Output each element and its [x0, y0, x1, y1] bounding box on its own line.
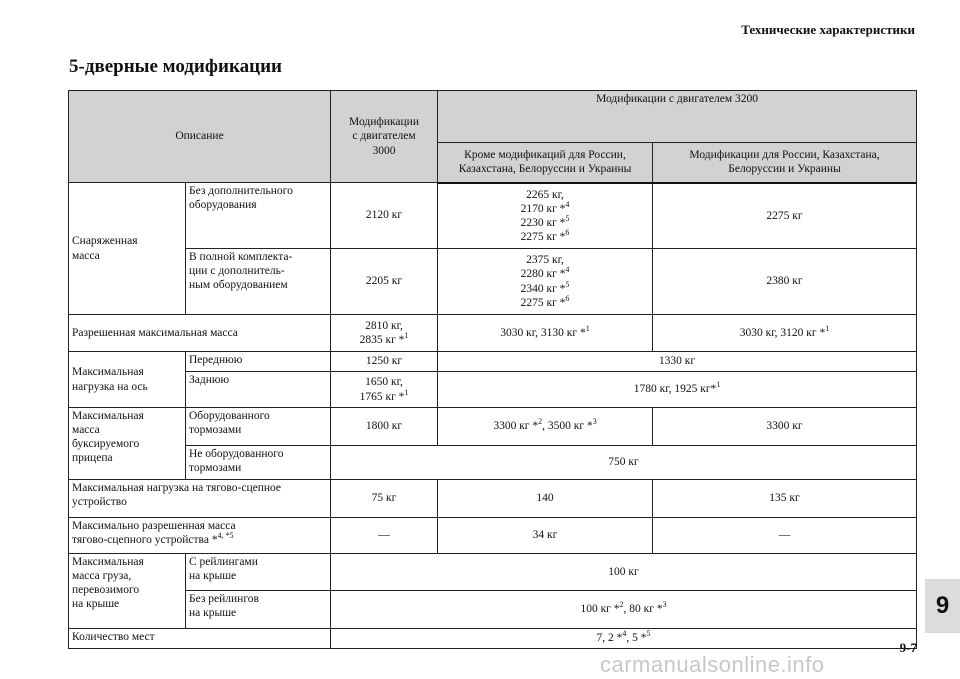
cell-value: 135 кг	[653, 480, 917, 518]
footnote-ref: 6	[565, 227, 570, 237]
value-line	[334, 333, 434, 347]
label-line: тормозами	[189, 462, 242, 475]
value-text: 2230 кг *	[520, 216, 566, 229]
footnote-ref: 1	[404, 387, 409, 397]
label-line: Максимальная нагрузка на тягово-сцепное	[72, 482, 282, 494]
header-mod-3000-line: Модификации	[349, 116, 419, 129]
table-row	[69, 629, 917, 649]
value-text: 2835 кг *	[359, 334, 405, 346]
roof-load-label	[69, 554, 186, 629]
cell-value: 34 кг	[438, 518, 653, 554]
cell-value	[331, 591, 917, 629]
curb-base-label	[186, 183, 331, 249]
label-line: тормозами	[189, 424, 242, 437]
table-header-row	[69, 91, 917, 143]
cell-value: 1800 кг	[331, 408, 438, 446]
cell-value: —	[653, 518, 917, 554]
footnote-ref: 5	[565, 213, 570, 223]
footnote-ref: 4	[565, 265, 570, 275]
curb-full-label	[186, 249, 331, 315]
cell-value	[331, 629, 917, 649]
header-mod-3200: Модификации с двигателем 3200	[438, 91, 917, 143]
value-text: 100 кг *	[580, 603, 620, 616]
footnote-ref: 2	[538, 417, 543, 427]
value-line	[334, 387, 434, 404]
footnote-ref: 4	[565, 199, 570, 209]
label-line: на крыше	[72, 598, 120, 611]
table-row	[69, 352, 917, 372]
value-text: 3300 кг *	[493, 420, 539, 433]
value-text: , 5 *	[626, 632, 647, 645]
roof-with-rails-label	[186, 554, 331, 591]
curb-mass-label-line: масса	[72, 249, 100, 262]
label-line: Без рейлингов	[189, 593, 259, 605]
value-line	[441, 293, 649, 310]
label-line: Не оборудованного	[189, 448, 284, 460]
cell-value	[438, 249, 653, 315]
axle-rear-label: Заднюю	[186, 372, 331, 408]
towing-label	[69, 408, 186, 480]
cell-value: 140	[438, 480, 653, 518]
cell-value: 100 кг	[331, 554, 917, 591]
cell-value: 2120 кг	[331, 183, 438, 249]
value-text: 2170 кг *	[520, 202, 566, 215]
value-line	[441, 267, 649, 281]
value-line: 2810 кг,	[365, 319, 403, 332]
towing-unbraked-label	[186, 446, 331, 480]
cell-value: 75 кг	[331, 480, 438, 518]
table-row	[69, 446, 917, 480]
hitch-mass-label	[69, 518, 331, 554]
header-russia	[653, 143, 917, 183]
footnote-ref: 1	[716, 380, 721, 390]
label-line: Максимально разрешенная масса	[72, 520, 236, 532]
header-mod-3000-line: 3000	[372, 144, 396, 157]
label-line: С рейлингами	[189, 556, 258, 568]
cell-value: 750 кг	[331, 446, 917, 480]
watermark: carmanualsonline.info	[600, 652, 825, 677]
table-row	[69, 591, 917, 629]
value-line: 2375 кг,	[526, 254, 564, 267]
value-line: 2265 кг,	[526, 188, 564, 201]
header-russia-line: Модификации для России, Казахстана,	[689, 149, 880, 162]
label-line: на крыше	[189, 570, 237, 583]
value-text: , 3500 кг *	[542, 420, 593, 433]
label-line: ным оборудованием	[189, 279, 288, 292]
value-line	[441, 279, 649, 296]
header-description: Описание	[69, 91, 331, 183]
label-line: Максимальная	[72, 410, 144, 422]
footnote-ref: 3	[662, 600, 667, 610]
table-row	[69, 518, 917, 554]
axle-load-label	[69, 352, 186, 408]
value-text: 2275 кг *	[520, 296, 566, 309]
label-line	[72, 533, 327, 547]
table-row	[69, 480, 917, 518]
footnote-ref: 2	[619, 600, 624, 610]
header-except-russia-line: Кроме модификаций для России,	[464, 149, 626, 162]
value-text: 7, 2 *	[596, 632, 623, 645]
footnote-ref: 4	[622, 629, 627, 639]
label-line: Максимальная	[72, 556, 144, 568]
cell-value	[438, 372, 917, 408]
header-russia-line: Белоруссии и Украины	[728, 163, 841, 176]
header-mod-3000	[331, 91, 438, 183]
value-text: 2280 кг *	[520, 268, 566, 281]
cell-value: 2380 кг	[653, 249, 917, 315]
table-row	[69, 372, 917, 408]
cell-value	[438, 315, 653, 352]
towing-braked-label	[186, 408, 331, 446]
page-title: 5-дверные модификации	[69, 56, 282, 77]
label-line: масса груза,	[72, 570, 132, 583]
value-text: 1765 кг *	[359, 390, 405, 403]
cell-value	[331, 372, 438, 408]
label-line: В полной комплекта-	[189, 251, 293, 263]
label-line: масса	[72, 424, 100, 437]
value-text: , 80 кг *	[623, 603, 663, 616]
cell-value	[331, 315, 438, 352]
label-line: Максимальная	[72, 366, 144, 379]
gvw-label: Разрешенная максимальная масса	[69, 315, 331, 352]
label-line: Без дополнительного	[189, 185, 293, 197]
footnote-ref: 5	[565, 279, 570, 289]
table-row	[69, 183, 917, 249]
table-row	[69, 315, 917, 352]
curb-mass-label-line: Снаряженная	[72, 235, 138, 248]
value-line	[441, 213, 649, 230]
hitch-load-label	[69, 480, 331, 518]
axle-front-label: Переднюю	[186, 352, 331, 372]
page-number: 9-7	[899, 640, 917, 655]
cell-value	[653, 315, 917, 352]
label-line: ции с дополнитель-	[189, 265, 285, 278]
cell-value: 3300 кг	[653, 408, 917, 446]
seats-label: Количество мест	[69, 629, 331, 649]
value-line: 1650 кг,	[365, 376, 403, 389]
label-text: тягово-сцепного устройства *	[72, 534, 218, 547]
value-line	[441, 199, 649, 216]
value-text: 2340 кг *	[520, 282, 566, 295]
value-text: 1780 кг, 1925 кг*	[633, 383, 717, 396]
section-header: Технические характеристики	[741, 22, 915, 37]
cell-value: 1330 кг	[438, 352, 917, 372]
footnote-ref: 6	[565, 293, 570, 303]
table-row	[69, 249, 917, 315]
cell-value: 1250 кг	[331, 352, 438, 372]
value-text: 2275 кг *	[520, 230, 566, 243]
chapter-tab: 9	[925, 579, 960, 633]
cell-value: 2275 кг	[653, 183, 917, 249]
header-except-russia-line: Казахстана, Белоруссии и Украины	[458, 163, 632, 176]
roof-without-rails-label	[186, 591, 331, 629]
label-line: устройство	[72, 496, 127, 509]
cell-value	[438, 183, 653, 249]
specifications-table	[68, 90, 917, 649]
header-mod-3000-line: с двигателем	[352, 130, 416, 143]
footnote-ref: 3	[592, 417, 597, 427]
table-row	[69, 554, 917, 591]
label-line: на крыше	[189, 607, 237, 620]
value-line	[441, 227, 649, 244]
value-text: 3030 кг, 3120 кг *	[739, 326, 826, 339]
cell-value	[438, 408, 653, 446]
label-line: Оборудованного	[189, 410, 270, 422]
footnote-ref: 5	[646, 629, 651, 639]
footnote-ref: 1	[825, 324, 830, 334]
cell-value: —	[331, 518, 438, 554]
label-line: нагрузка на ось	[72, 380, 148, 393]
curb-mass-label	[69, 183, 186, 315]
label-line: оборудования	[189, 199, 257, 212]
footnote-ref: 1	[404, 331, 409, 341]
label-line: прицепа	[72, 452, 113, 465]
header-except-russia	[438, 143, 653, 183]
cell-value: 2205 кг	[331, 249, 438, 315]
table-row	[69, 408, 917, 446]
label-line: перевозимого	[72, 584, 140, 597]
footnote-ref: 1	[585, 324, 590, 334]
label-line: буксируемого	[72, 438, 140, 451]
footnote-ref: 4, *5	[217, 531, 234, 541]
value-text: 3030 кг, 3130 кг *	[500, 326, 586, 339]
